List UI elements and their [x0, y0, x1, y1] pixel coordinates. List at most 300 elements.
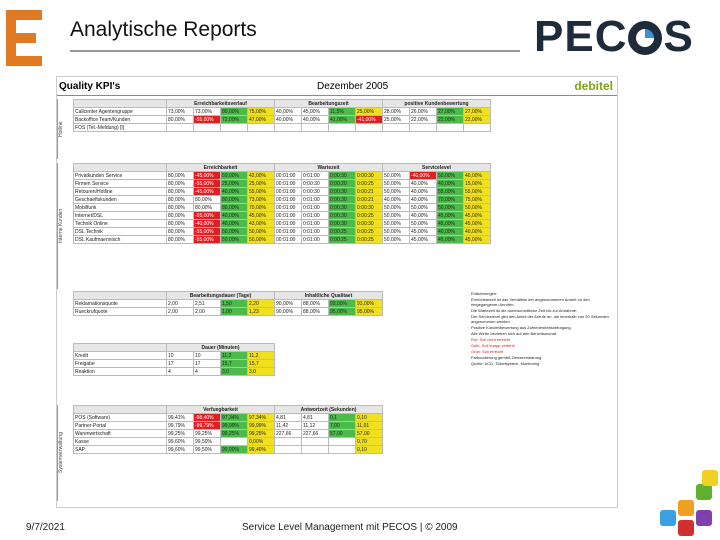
- table-row: [74, 212, 491, 220]
- note-line: Gelb: Soll knapp verfehlt: [471, 343, 515, 348]
- kpi-cell: 0,10: [356, 446, 383, 454]
- kpi-cell: 99,60%: [167, 446, 194, 454]
- kpi-cell: -45,00%: [194, 172, 221, 180]
- kpi-cell: 11,5%: [329, 108, 356, 116]
- kpi-cell: 99,25%: [248, 430, 275, 438]
- kpi-cell: 40,00%: [383, 196, 410, 204]
- kpi-cell: 0:01:00: [302, 220, 329, 228]
- kpi-cell: 45,00%: [464, 236, 491, 244]
- kpi-cell: 75,00%: [248, 108, 275, 116]
- kpi-cell: 4: [167, 368, 194, 376]
- kpi-cell: -55,00%: [194, 180, 221, 188]
- kpi-cell: 17: [194, 360, 221, 368]
- kpi-cell: 80,00%: [167, 228, 194, 236]
- kpi-cell: 55,00%: [248, 188, 275, 196]
- kpi-cell: 80,00%: [167, 180, 194, 188]
- service-table: [73, 163, 491, 244]
- kpi-cell: 22,00%: [464, 116, 491, 124]
- table-row: [74, 308, 383, 316]
- kpi-cell: 0:00:25: [356, 228, 383, 236]
- kpi-cell: 80,00%: [167, 212, 194, 220]
- kpi-cell: 1,23: [248, 308, 275, 316]
- notes-panel: [471, 291, 613, 501]
- kpi-cell: -40,00%: [410, 172, 437, 180]
- table-row: [74, 204, 491, 212]
- table-header-cell: [74, 292, 167, 300]
- kpi-cell: 22,00%: [437, 116, 464, 124]
- note-line: Rot: Soll nicht erreicht: [471, 337, 511, 342]
- kpi-cell: 7,00: [329, 422, 356, 430]
- table-header-cell: [74, 344, 167, 352]
- kpi-cell: 99,25%: [221, 430, 248, 438]
- kpi-cell: 0:00:25: [329, 228, 356, 236]
- kpi-cell: [302, 124, 329, 132]
- table-row: [74, 172, 491, 180]
- kpi-cell: 40,00%: [221, 220, 248, 228]
- kpi-cell: 0:00:30: [329, 212, 356, 220]
- table-row: [74, 220, 491, 228]
- note-line: Alle Werte beziehen sich auf den Berichtsmonat.: [471, 331, 558, 336]
- kpi-cell: 40,00%: [410, 196, 437, 204]
- complaint-table: [73, 291, 383, 316]
- kpi-cell: [221, 438, 248, 446]
- kpi-cell: 80,00%: [221, 204, 248, 212]
- title-underline: [70, 50, 520, 52]
- kpi-cell: [464, 124, 491, 132]
- table-row: [74, 360, 275, 368]
- kpi-cell: 43,00%: [248, 220, 275, 228]
- kpi-cell: 72,00%: [221, 116, 248, 124]
- kpi-cell: 90,00%: [275, 300, 302, 308]
- kpi-cell: 50,00%: [437, 172, 464, 180]
- kpi-cell: 99,99%: [221, 422, 248, 430]
- kpi-cell: 11,01: [356, 422, 383, 430]
- table-header-cell: [74, 406, 167, 414]
- kpi-cell: 80,00%: [167, 196, 194, 204]
- kpi-cell: [410, 124, 437, 132]
- group-header: Antwortzeit (Sekunden): [275, 406, 383, 414]
- kpi-cell: 40,00%: [464, 228, 491, 236]
- kpi-cell: 42,00%: [248, 172, 275, 180]
- group-header: Wartezeit: [275, 164, 383, 172]
- kpi-cell: 45,00%: [464, 212, 491, 220]
- row-label: Partner-Portal: [74, 422, 167, 430]
- kpi-cell: 3,0: [248, 368, 275, 376]
- kpi-cell: -55,00%: [194, 228, 221, 236]
- row-label: Freigabe: [74, 360, 167, 368]
- row-label: Rueckrufquote: [74, 308, 167, 316]
- section5-side-label: Systemverwaltung: [57, 405, 70, 501]
- kpi-cell: 50,00%: [221, 228, 248, 236]
- kpi-cell: 40,00%: [437, 180, 464, 188]
- company-logo-mark: [6, 10, 44, 66]
- kpi-cell: 15,7: [221, 360, 248, 368]
- kpi-cell: 0:00:30: [356, 220, 383, 228]
- group-header: Erreichbarkeitsverlauf: [167, 100, 275, 108]
- kpi-cell: 11,2: [221, 352, 248, 360]
- kpi-cell: 50,00%: [383, 188, 410, 196]
- kpi-cell: [356, 124, 383, 132]
- kpi-cell: 45,00%: [248, 212, 275, 220]
- kpi-cell: 0:00:30: [329, 188, 356, 196]
- kpi-cell: 25,00%: [383, 116, 410, 124]
- row-label: Technik Online: [74, 220, 167, 228]
- kpi-cell: 99,41%: [167, 414, 194, 422]
- kpi-cell: 0:00:30: [356, 204, 383, 212]
- table-row: [74, 108, 491, 116]
- kpi-cell: 4: [194, 368, 221, 376]
- group-header: positive Kundenbewertung: [383, 100, 491, 108]
- table-row: [74, 414, 383, 422]
- row-label: FOS (Tel.-Meldung) [I]: [74, 124, 167, 132]
- kpi-cell: 41,00%: [329, 116, 356, 124]
- row-label: Backoffice Team/Kunden: [74, 116, 167, 124]
- kpi-cell: 2,20: [248, 300, 275, 308]
- kpi-cell: 0:01:00: [302, 204, 329, 212]
- kpi-cell: 15,7: [248, 360, 275, 368]
- kpi-cell: 1,50: [221, 300, 248, 308]
- kpi-cell: 50,00%: [383, 220, 410, 228]
- kpi-cell: 50,00%: [383, 236, 410, 244]
- kpi-cell: 50,00%: [464, 204, 491, 212]
- group-header: Erreichbarkeit: [167, 164, 275, 172]
- kpi-cell: 57,00: [329, 430, 356, 438]
- kpi-cell: [383, 124, 410, 132]
- kpi-cell: 50,00%: [383, 180, 410, 188]
- row-label: Reklamationsquote: [74, 300, 167, 308]
- kpi-cell: 00:01:00: [275, 196, 302, 204]
- kpi-cell: 97,34%: [248, 414, 275, 422]
- kpi-cell: [329, 438, 356, 446]
- kpi-cell: 80,00%: [167, 220, 194, 228]
- kpi-cell: 227,66: [275, 430, 302, 438]
- kpi-cell: 00:01:00: [275, 236, 302, 244]
- kpi-cell: -55,00%: [194, 212, 221, 220]
- table-row: [74, 352, 275, 360]
- kpi-cell: 50,00%: [410, 220, 437, 228]
- kpi-cell: 40,00%: [410, 188, 437, 196]
- table-row: [74, 188, 491, 196]
- kpi-cell: 80,00%: [194, 204, 221, 212]
- kpi-cell: 227,66: [302, 430, 329, 438]
- kpi-cell: 99,50%: [194, 438, 221, 446]
- row-label: Internet/DSL: [74, 212, 167, 220]
- kpi-cell: 45,00%: [464, 220, 491, 228]
- kpi-cell: 45,00%: [437, 236, 464, 244]
- kpi-cell: 73,00%: [167, 108, 194, 116]
- kpi-cell: [275, 124, 302, 132]
- note-line: Erreichbarkeit ist das Verhältnis der angenommenen Anrufe zu den eingegangenen Anrufen.: [471, 297, 590, 307]
- kpi-cell: 0:00:25: [356, 236, 383, 244]
- kpi-cell: 99,99%: [248, 422, 275, 430]
- kpi-cell: 26,00%: [410, 108, 437, 116]
- kpi-cell: 99,40%: [248, 446, 275, 454]
- kpi-cell: 1,00: [221, 308, 248, 316]
- kpi-cell: 28,00%: [383, 108, 410, 116]
- kpi-report-document: [56, 76, 618, 508]
- kpi-cell: 50,00%: [248, 236, 275, 244]
- kpi-cell: 0:00:30: [302, 188, 329, 196]
- kpi-cell: 50,00%: [248, 228, 275, 236]
- kpi-cell: -98,40%: [194, 414, 221, 422]
- kpi-cell: 0:00:30: [356, 172, 383, 180]
- kpi-cell: [221, 124, 248, 132]
- kpi-cell: 2,00: [167, 300, 194, 308]
- kpi-cell: 0:01:00: [302, 196, 329, 204]
- kpi-cell: 40,00%: [275, 116, 302, 124]
- kpi-cell: 50,00%: [410, 204, 437, 212]
- kpi-cell: 97,34%: [221, 414, 248, 422]
- kpi-cell: [302, 438, 329, 446]
- kpi-cell: 80,00%: [167, 188, 194, 196]
- kpi-cell: 95,00%: [356, 308, 383, 316]
- kpi-cell: 00:01:00: [275, 180, 302, 188]
- kpi-cell: 50,00%: [437, 204, 464, 212]
- row-label: DSL Kaufmaennisch: [74, 236, 167, 244]
- footer-text: Service Level Management mit PECOS | © 2009: [242, 522, 458, 533]
- kpi-cell: 00:01:00: [275, 228, 302, 236]
- kpi-cell: 90,00%: [275, 308, 302, 316]
- pecos-logo: PEC S: [534, 12, 694, 61]
- kpi-cell: 27,00%: [437, 108, 464, 116]
- footer-date: 9/7/2021: [26, 522, 65, 533]
- slide-title: Analytische Reports: [70, 18, 257, 41]
- kpi-cell: -55,00%: [194, 116, 221, 124]
- kpi-cell: 4,81: [302, 414, 329, 422]
- table-header-cell: [74, 100, 167, 108]
- partner-logo: debitel: [574, 79, 613, 93]
- kpi-cell: 50,00%: [383, 204, 410, 212]
- row-label: POS (Software): [74, 414, 167, 422]
- kpi-cell: 75,00%: [464, 196, 491, 204]
- kpi-cell: -55,00%: [194, 236, 221, 244]
- kpi-cell: 0,70: [356, 438, 383, 446]
- system-table: [73, 405, 383, 454]
- table-row: [74, 116, 491, 124]
- kpi-cell: 80,00%: [221, 196, 248, 204]
- kpi-cell: 22,00%: [410, 116, 437, 124]
- kpi-cell: 73,00%: [194, 108, 221, 116]
- kpi-cell: 0:00:30: [329, 220, 356, 228]
- note-line: Grün: Soll erreicht: [471, 349, 504, 354]
- kpi-cell: 95,00%: [329, 308, 356, 316]
- kpi-cell: 50,00%: [383, 212, 410, 220]
- table-row: [74, 228, 491, 236]
- table-row: [74, 236, 491, 244]
- group-header: Servicelevel: [383, 164, 491, 172]
- table-row: [74, 446, 383, 454]
- kpi-cell: 0:00:30: [329, 196, 356, 204]
- group-header: Dauer (Minuten): [167, 344, 275, 352]
- section1-side-label: Hotline: [57, 99, 70, 159]
- kpi-cell: [194, 124, 221, 132]
- kpi-cell: 40,00%: [221, 212, 248, 220]
- table-row: [74, 368, 275, 376]
- kpi-cell: 80,00%: [167, 236, 194, 244]
- kpi-cell: 10: [167, 352, 194, 360]
- kpi-cell: [248, 124, 275, 132]
- kpi-cell: 45,00%: [302, 108, 329, 116]
- kpi-cell: 0:00:30: [329, 172, 356, 180]
- kpi-cell: 45,00%: [410, 228, 437, 236]
- row-label: SAP: [74, 446, 167, 454]
- kpi-cell: 40,00%: [302, 116, 329, 124]
- kpi-cell: 0:01:00: [302, 212, 329, 220]
- kpi-cell: 70,00%: [248, 204, 275, 212]
- note-line: Positive Kundenbewertung aus Zufriedenheitsbefragung.: [471, 325, 572, 330]
- kpi-cell: -45,00%: [194, 188, 221, 196]
- kpi-cell: 50,00%: [383, 228, 410, 236]
- kpi-cell: 00:01:00: [275, 204, 302, 212]
- kpi-cell: 25,00%: [356, 108, 383, 116]
- hotline-table: [73, 99, 491, 132]
- kpi-cell: -99,79%: [194, 422, 221, 430]
- kpi-cell: 55,00%: [437, 188, 464, 196]
- kpi-cell: 0:00:21: [356, 188, 383, 196]
- kpi-cell: 2,51: [194, 300, 221, 308]
- kpi-cell: 93,00%: [356, 300, 383, 308]
- row-label: Firmen Service: [74, 180, 167, 188]
- kpi-cell: 99,60%: [167, 438, 194, 446]
- kpi-cell: 80,00%: [221, 108, 248, 116]
- kpi-cell: 15,00%: [464, 180, 491, 188]
- kpi-cell: [329, 446, 356, 454]
- kpi-cell: 0:00:30: [329, 204, 356, 212]
- note-line: Erläuterungen:: [471, 291, 498, 296]
- kpi-cell: 40,00%: [410, 212, 437, 220]
- kpi-cell: 73,00%: [248, 196, 275, 204]
- kpi-cell: 0,10: [356, 414, 383, 422]
- kpi-cell: 11,42: [275, 422, 302, 430]
- row-label: Retouren/Hotline: [74, 188, 167, 196]
- group-header: Verfuegbarkeit: [167, 406, 275, 414]
- kpi-cell: [275, 438, 302, 446]
- kpi-cell: 99,00%: [221, 446, 248, 454]
- kpi-cell: 25,00%: [221, 180, 248, 188]
- row-label: Kasse: [74, 438, 167, 446]
- kpi-cell: 45,00%: [437, 220, 464, 228]
- kpi-cell: [275, 446, 302, 454]
- kpi-cell: 0,1: [329, 414, 356, 422]
- kpi-cell: 00:01:00: [275, 188, 302, 196]
- kpi-cell: 40,00%: [410, 180, 437, 188]
- kpi-cell: 80,00%: [167, 116, 194, 124]
- row-label: Callcenter Agentengruppe: [74, 108, 167, 116]
- kpi-cell: 80,00%: [167, 204, 194, 212]
- duration-table: [73, 343, 275, 376]
- kpi-cell: 80,00%: [194, 196, 221, 204]
- pecos-o-icon: [628, 21, 662, 55]
- note-line: Die Wartezeit ist die durchschnittliche Zeit bis zur Annahme.: [471, 308, 578, 313]
- note-line: Quelle: ACD, Ticketsystem, Monitoring: [471, 361, 540, 366]
- kpi-cell: 0:01:00: [302, 228, 329, 236]
- kpi-cell: 27,00%: [464, 108, 491, 116]
- kpi-cell: 99,25%: [194, 430, 221, 438]
- table-row: [74, 438, 383, 446]
- kpi-cell: 4,81: [275, 414, 302, 422]
- kpi-cell: 80,00%: [167, 172, 194, 180]
- table-header-cell: [74, 164, 167, 172]
- kpi-cell: 70,00%: [437, 196, 464, 204]
- kpi-cell: 11,2: [248, 352, 275, 360]
- kpi-cell: 10: [194, 352, 221, 360]
- kpi-cell: 0,00%: [248, 438, 275, 446]
- kpi-cell: 50,00%: [221, 236, 248, 244]
- group-header: Bearbeitungsdauer (Tage): [167, 292, 275, 300]
- kpi-cell: 50,00%: [383, 172, 410, 180]
- puzzle-decoration-icon: [650, 470, 720, 540]
- kpi-cell: 55,00%: [464, 188, 491, 196]
- table-row: [74, 430, 383, 438]
- kpi-cell: 45,00%: [410, 236, 437, 244]
- kpi-cell: 3,0: [221, 368, 248, 376]
- kpi-cell: [167, 124, 194, 132]
- note-line: Farbcodierung gemäß Zielvereinbarung: [471, 355, 542, 360]
- table-row: [74, 124, 491, 132]
- kpi-cell: 99,25%: [167, 430, 194, 438]
- quality-kpi-label: Quality KPI's: [59, 81, 121, 92]
- kpi-cell: 00:01:00: [275, 172, 302, 180]
- kpi-cell: 11,12: [302, 422, 329, 430]
- section2-side-label: Interne Kunden: [57, 163, 70, 289]
- group-header: Bearbeitungszeit: [275, 100, 383, 108]
- kpi-cell: 40,00%: [464, 172, 491, 180]
- kpi-cell: 0:00:30: [302, 180, 329, 188]
- row-label: Kredit: [74, 352, 167, 360]
- kpi-cell: 99,79%: [167, 422, 194, 430]
- kpi-cell: 00:01:00: [275, 220, 302, 228]
- kpi-cell: 25,00%: [248, 180, 275, 188]
- kpi-cell: 93,00%: [329, 300, 356, 308]
- report-header: [57, 77, 617, 99]
- report-period: Dezember 2005: [317, 81, 389, 92]
- group-header: Inhaltliche Qualitaet: [275, 292, 383, 300]
- kpi-cell: 0:01:00: [302, 236, 329, 244]
- kpi-cell: 40,00%: [221, 188, 248, 196]
- row-label: Mobilfunk: [74, 204, 167, 212]
- kpi-cell: 17: [167, 360, 194, 368]
- kpi-cell: 88,00%: [302, 308, 329, 316]
- kpi-cell: 0:00:25: [356, 180, 383, 188]
- kpi-cell: 40,00%: [437, 228, 464, 236]
- kpi-cell: 99,50%: [194, 446, 221, 454]
- kpi-cell: 45,00%: [437, 212, 464, 220]
- kpi-cell: 88,00%: [302, 300, 329, 308]
- kpi-cell: [302, 446, 329, 454]
- kpi-cell: 0:00:25: [356, 212, 383, 220]
- kpi-cell: 0:00:25: [329, 236, 356, 244]
- kpi-cell: [437, 124, 464, 132]
- row-label: Geschaeftskunden: [74, 196, 167, 204]
- kpi-cell: 40,00%: [275, 108, 302, 116]
- kpi-cell: 2,00: [194, 308, 221, 316]
- row-label: Reaktion: [74, 368, 167, 376]
- table-row: [74, 422, 383, 430]
- kpi-cell: 50,00%: [221, 172, 248, 180]
- kpi-cell: 0:00:20: [329, 180, 356, 188]
- kpi-cell: [329, 124, 356, 132]
- row-label: Privatkunden Service: [74, 172, 167, 180]
- row-label: Warenwirtschaft: [74, 430, 167, 438]
- row-label: DSL Technik: [74, 228, 167, 236]
- table-row: [74, 196, 491, 204]
- note-line: Der Servicelevel gibt den Anteil der Anrufe an, die innerhalb von 20 Sekunden angenommen werden.: [471, 314, 609, 324]
- kpi-cell: -41,00%: [356, 116, 383, 124]
- kpi-cell: 2,00: [167, 308, 194, 316]
- kpi-cell: 47,00%: [248, 116, 275, 124]
- table-row: [74, 180, 491, 188]
- kpi-cell: 0:00:21: [356, 196, 383, 204]
